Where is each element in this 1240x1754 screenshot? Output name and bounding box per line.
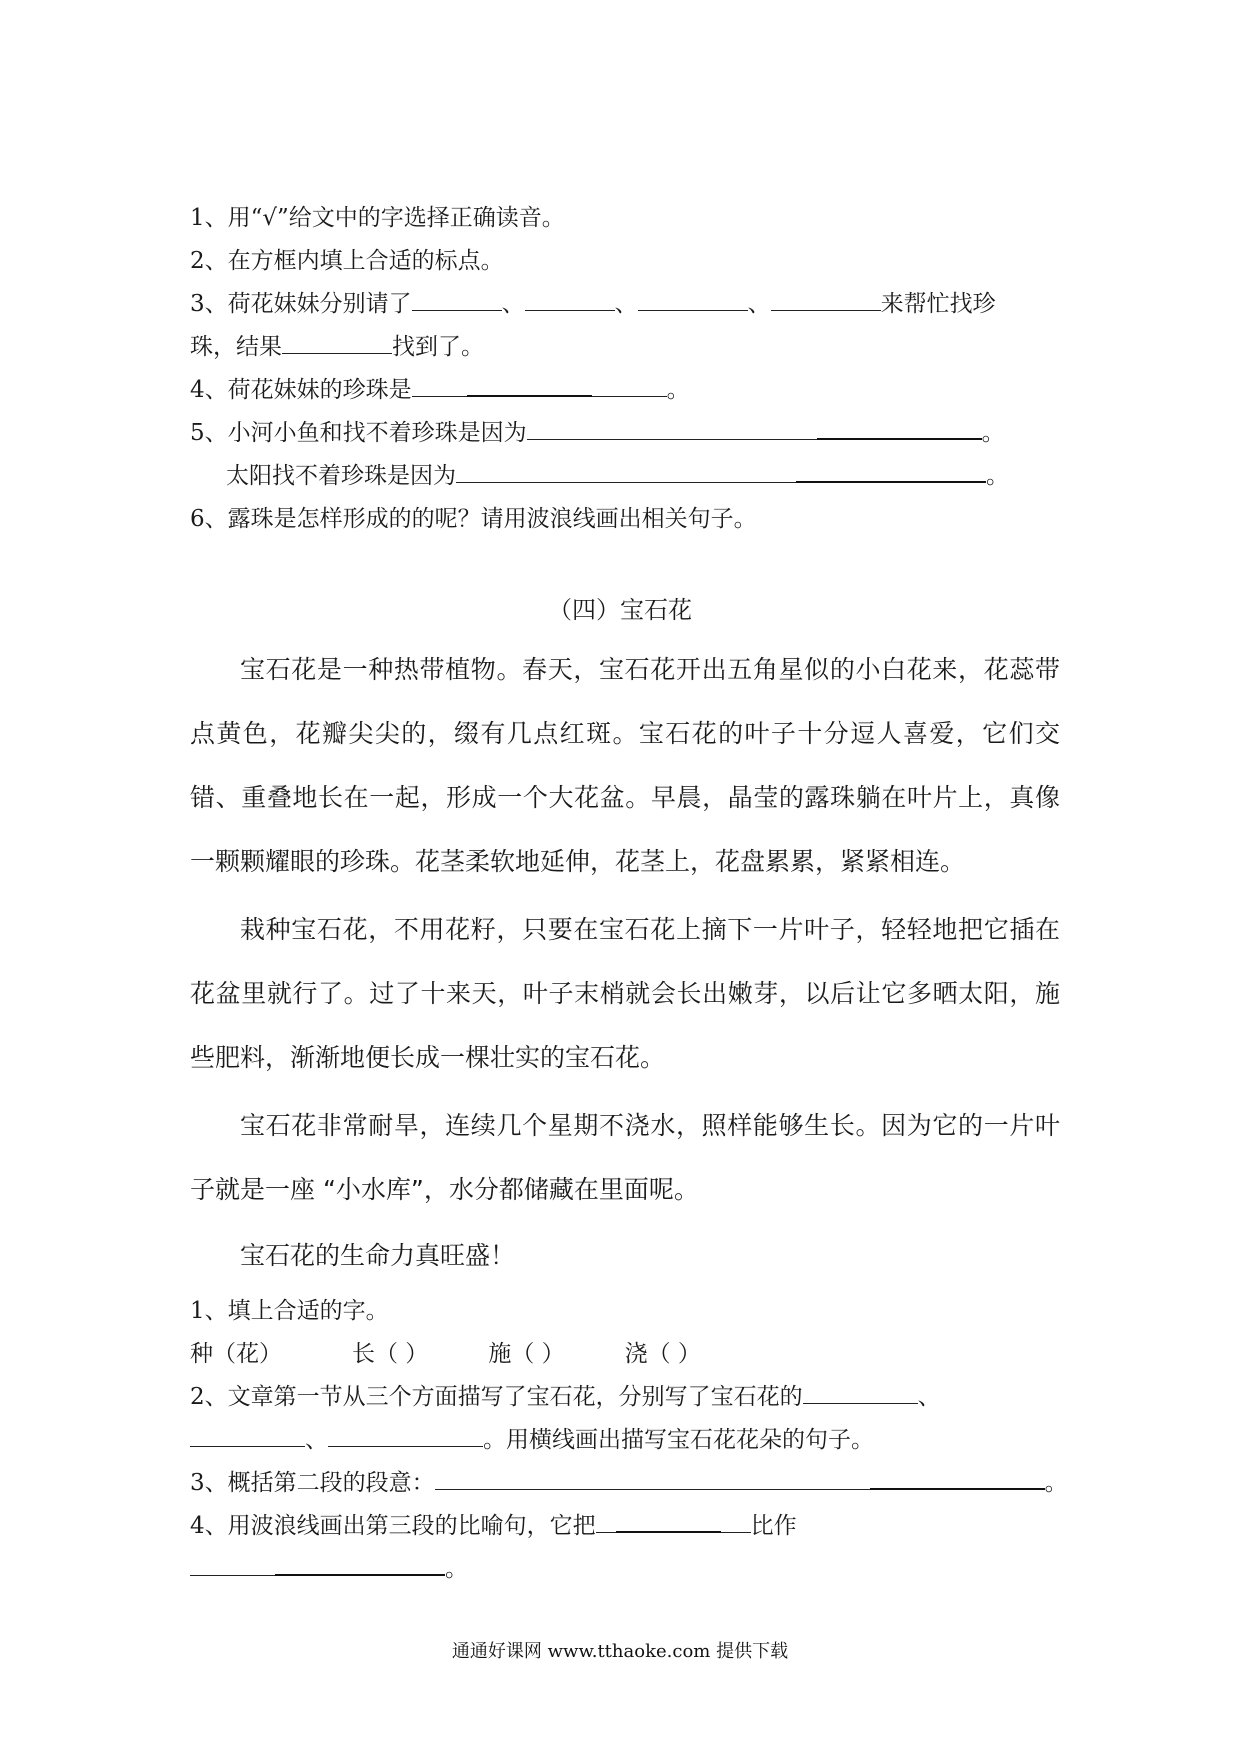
question-text: 、 — [917, 1384, 941, 1410]
answer-blank[interactable] — [870, 1470, 1045, 1490]
question-text: 找到了。 — [392, 334, 484, 360]
answer-blank[interactable] — [638, 292, 748, 311]
answer-blank[interactable] — [467, 377, 592, 397]
answer-blank[interactable] — [803, 1385, 918, 1404]
answer-blank[interactable] — [592, 378, 667, 397]
answer-blank[interactable] — [435, 1471, 870, 1490]
answer-blank[interactable] — [527, 421, 817, 440]
answer-blank[interactable] — [190, 1428, 305, 1447]
question-text: 5、小河小鱼和找不着珍珠是因为 — [190, 420, 527, 446]
bottom-question-3 — [190, 1469, 1070, 1497]
question-text: 4、用波浪线画出第三段的比喻句，它把 — [190, 1513, 596, 1539]
word-item[interactable]: 浇（ ） — [624, 1341, 701, 1367]
question-3-cont — [190, 333, 1070, 361]
question-text: 、 — [614, 291, 638, 317]
answer-blank[interactable] — [328, 1428, 483, 1447]
answer-blank[interactable] — [616, 1513, 721, 1533]
question-text: 珠，结果 — [190, 334, 282, 360]
answer-blank[interactable] — [190, 1557, 275, 1576]
answer-blank[interactable] — [817, 420, 982, 440]
answer-blank[interactable] — [412, 378, 467, 397]
question-text: 6、露珠是怎样形成的的呢？请用波浪线画出相关句子。 — [190, 506, 757, 532]
question-text: 来帮忙找珍 — [880, 291, 996, 317]
question-text: 。 — [445, 1556, 468, 1582]
question-text: 。用横线画出描写宝石花花朵的句子。 — [483, 1427, 874, 1453]
passage-paragraph-4: 宝石花的生命力真旺盛！ — [240, 1241, 516, 1270]
question-text: 、 — [747, 291, 771, 317]
passage-paragraph-1: 宝石花是一种热带植物。春天，宝石花开出五角星似的小白花来，花蕊带点黄色，花瓣尖尖的，缀有几点红斑。宝石花的叶子十分逗人喜爱，它们交错、重叠地长在一起，形成一个大花盆。早晨，晶莹的露珠躺在叶片上，真像一颗颗耀眼的珍珠。花茎柔软地延伸，花茎上，花盘累累，紧紧相连。 — [190, 655, 1060, 876]
word-item[interactable]: 施（ ） — [488, 1341, 565, 1367]
answer-blank[interactable] — [456, 464, 796, 483]
question-2 — [190, 247, 1070, 275]
word-item: 种（花） — [190, 1341, 282, 1367]
bottom-question-1-items — [190, 1340, 1070, 1368]
question-text: 3、概括第二段的段意： — [190, 1470, 435, 1496]
question-text: 。 — [1044, 1470, 1068, 1496]
answer-blank[interactable] — [596, 1514, 616, 1533]
question-text: 比作 — [750, 1513, 797, 1539]
footer-credit: 通通好课网 www.tthaoke.com 提供下载 — [451, 1641, 789, 1662]
question-6 — [190, 505, 1070, 533]
question-1 — [190, 204, 1070, 232]
question-text: 2、文章第一节从三个方面描写了宝石花，分别写了宝石花的 — [190, 1384, 803, 1410]
question-text: 1、填上合适的字。 — [190, 1298, 389, 1324]
section-title: （四）宝石花 — [548, 596, 692, 624]
question-text: 3、荷花妹妹分别请了 — [190, 291, 412, 317]
question-text: 。 — [666, 377, 690, 403]
answer-blank[interactable] — [721, 1514, 751, 1533]
question-text: 1、用“√”给文中的字选择正确读音。 — [190, 205, 565, 231]
answer-blank[interactable] — [525, 292, 615, 311]
answer-blank[interactable] — [412, 292, 502, 311]
passage-paragraph-3: 宝石花非常耐旱，连续几个星期不浇水，照样能够生长。因为它的一片叶子就是一座 “小水库”，水分都储藏在里面呢。 — [190, 1111, 1060, 1204]
answer-blank[interactable] — [275, 1556, 445, 1576]
question-text: 。 — [981, 420, 1005, 446]
question-text: 太阳找不着珍珠是因为 — [226, 463, 456, 489]
bottom-question-4-cont — [190, 1555, 1070, 1583]
question-text: 4、荷花妹妹的珍珠是 — [190, 377, 412, 403]
bottom-question-2-cont — [190, 1426, 1070, 1454]
question-text: 。 — [986, 463, 1009, 489]
question-5-cont — [226, 462, 1106, 490]
answer-blank[interactable] — [796, 463, 986, 483]
bottom-question-2 — [190, 1383, 1070, 1411]
question-text: 2、在方框内填上合适的标点。 — [190, 248, 504, 274]
bottom-question-1 — [190, 1297, 1070, 1325]
answer-blank[interactable] — [282, 335, 392, 354]
bottom-question-4 — [190, 1512, 1070, 1540]
answer-blank[interactable] — [771, 292, 881, 311]
question-text: 、 — [305, 1427, 328, 1453]
question-3 — [190, 290, 1070, 318]
question-4 — [190, 376, 1070, 404]
question-text: 、 — [501, 291, 525, 317]
question-5 — [190, 419, 1070, 447]
passage-paragraph-2: 栽种宝石花，不用花籽，只要在宝石花上摘下一片叶子，轻轻地把它插在花盆里就行了。过了十来天，叶子末梢就会长出嫩芽，以后让它多晒太阳，施些肥料，渐渐地便长成一棵壮实的宝石花。 — [190, 915, 1060, 1072]
word-item[interactable]: 长（ ） — [352, 1341, 429, 1367]
